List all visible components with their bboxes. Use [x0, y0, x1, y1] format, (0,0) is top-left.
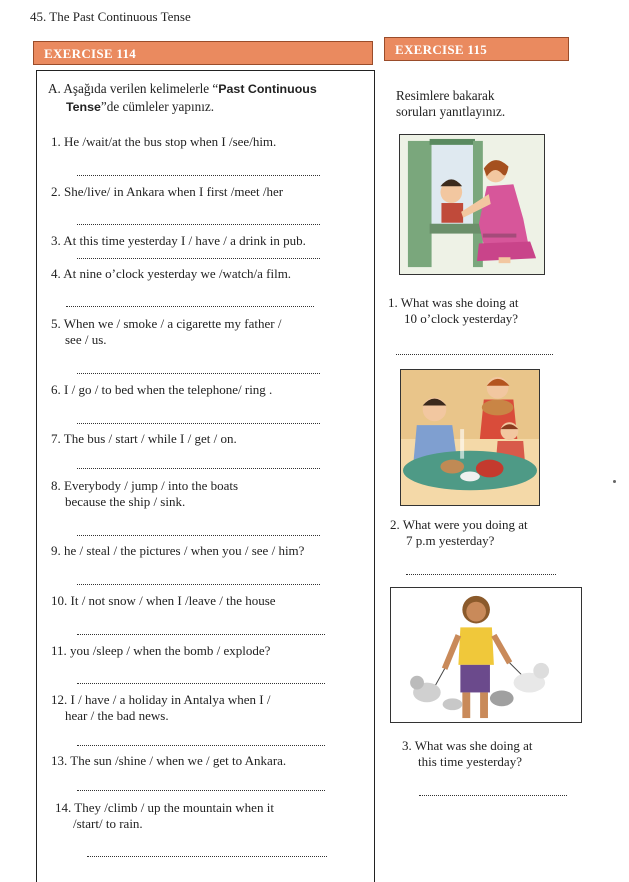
question-text-cont: see / us.	[65, 332, 107, 347]
answer-line-5[interactable]	[77, 373, 320, 374]
woman-dogs-illustration	[391, 588, 581, 722]
answer-line-4[interactable]	[66, 306, 314, 307]
question-text: 11. you /sleep / when the bomb / explode?	[51, 643, 271, 658]
answer-line-6[interactable]	[77, 423, 320, 424]
answer-line-13[interactable]	[77, 790, 325, 791]
page-mark	[613, 480, 616, 483]
ex115-answer-line-2[interactable]	[406, 574, 556, 575]
answer-line-8[interactable]	[77, 535, 320, 536]
question-2	[51, 184, 283, 200]
exercise-115-instruction	[396, 88, 505, 120]
question-text: 2. What were you doing at	[390, 517, 528, 532]
instruction-line-1: Resimlere bakarak	[396, 88, 495, 103]
question-text: 14. They /climb / up the mountain when it	[55, 800, 274, 815]
question-text-cont: 7 p.m yesterday?	[406, 533, 495, 548]
instruction-bold: Past Continuous	[218, 82, 317, 96]
question-text-cont: hear / the bad news.	[65, 708, 169, 723]
ex115-question-3	[402, 738, 532, 770]
question-8	[51, 478, 238, 510]
question-text: 1. He /wait/at the bus stop when I /see/him.	[51, 134, 277, 149]
question-13	[51, 753, 286, 769]
picture-family-dinner	[400, 369, 540, 506]
question-9	[51, 543, 304, 559]
question-text: 9. he / steal / the pictures / when you / see / him?	[51, 543, 305, 558]
question-5	[51, 316, 281, 348]
question-text-cont: because the ship / sink.	[65, 494, 186, 509]
family-dinner-illustration	[401, 370, 539, 505]
exercise-114-instruction	[48, 80, 317, 116]
question-11	[51, 643, 270, 659]
picture-woman-window	[399, 134, 545, 275]
instruction-text: A. Aşağıda verilen kelimelerle “	[48, 81, 219, 96]
exercise-114-title: EXERCISE 114	[33, 41, 373, 65]
question-text: 7. The bus / start / while I / get / on.	[51, 431, 237, 446]
question-text: 5. When we / smoke / a cigarette my father /	[51, 316, 282, 331]
instruction-line-2: soruları yanıtlayınız.	[396, 104, 506, 119]
question-text: 1. What was she doing at	[388, 295, 519, 310]
instruction-bold-2: Tense	[66, 100, 101, 114]
question-4	[51, 266, 291, 282]
question-10	[51, 593, 276, 609]
question-text-cont: 10 o’clock yesterday?	[404, 311, 519, 326]
answer-line-3[interactable]	[77, 258, 320, 259]
question-14	[55, 800, 274, 832]
question-text: 3. At this time yesterday I / have / a drink in pub.	[51, 233, 306, 248]
page-header: 45. The Past Continuous Tense	[30, 9, 191, 24]
question-text: 8. Everybody / jump / into the boats	[51, 478, 239, 493]
ex115-answer-line-1[interactable]	[396, 354, 553, 355]
answer-line-14[interactable]	[87, 856, 327, 857]
picture-woman-dogs	[390, 587, 582, 723]
answer-line-1[interactable]	[77, 175, 320, 176]
question-3	[51, 233, 306, 249]
question-text: 10. It / not snow / when I /leave / the house	[51, 593, 276, 608]
question-text: 2. She/live/ in Ankara when I first /meet /her	[51, 184, 284, 199]
question-12	[51, 692, 271, 724]
question-1	[51, 134, 276, 150]
question-text-cont: /start/ to rain.	[73, 816, 143, 831]
answer-line-11[interactable]	[77, 683, 325, 684]
answer-line-2[interactable]	[77, 224, 320, 225]
question-text-cont: this time yesterday?	[418, 754, 522, 769]
question-text: 6. I / go / to bed when the telephone/ ring .	[51, 382, 273, 397]
instruction-text-2: ”de cümleler yapınız.	[100, 99, 215, 114]
ex115-question-1	[388, 295, 518, 327]
ex115-question-2	[390, 517, 528, 549]
question-text: 4. At nine o’clock yesterday we /watch/a film.	[51, 266, 292, 281]
question-text: 3. What was she doing at	[402, 738, 533, 753]
woman-window-illustration	[400, 135, 544, 274]
exercise-115-title: EXERCISE 115	[384, 37, 569, 61]
question-text: 13. The sun /shine / when we / get to Ankara.	[51, 753, 287, 768]
answer-line-7[interactable]	[77, 468, 320, 469]
question-text: 12. I / have / a holiday in Antalya when I /	[51, 692, 271, 707]
answer-line-9[interactable]	[77, 584, 320, 585]
question-7	[51, 431, 237, 447]
answer-line-10[interactable]	[77, 634, 325, 635]
question-6	[51, 382, 272, 398]
answer-line-12[interactable]	[77, 745, 325, 746]
ex115-answer-line-3[interactable]	[419, 795, 567, 796]
